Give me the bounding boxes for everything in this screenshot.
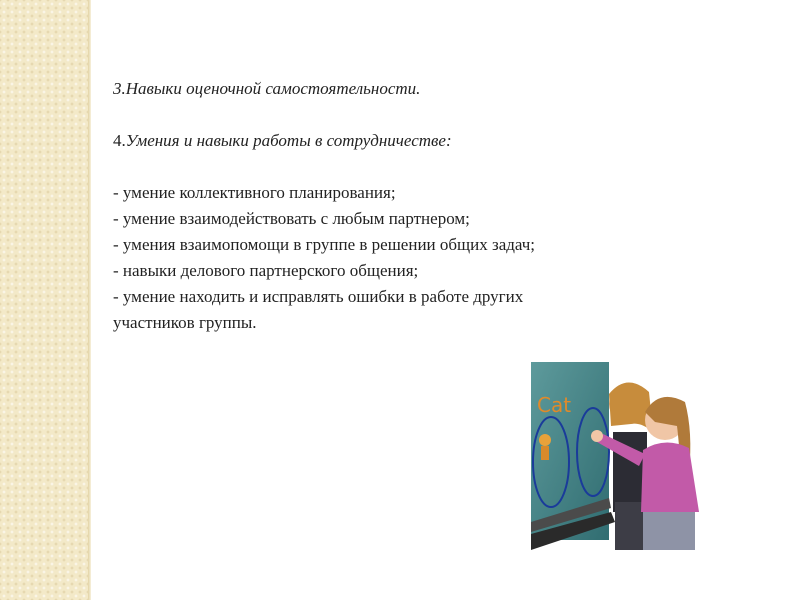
slide-text [113,76,713,336]
list-item: - умение коллективного планирования; [113,183,396,202]
decorative-band-edge [88,0,91,600]
item-4-text: Умения и навыки работы в сотрудничестве: [125,131,452,150]
list-item-continuation: участников группы. [113,313,257,332]
item-3-number: 3. [113,79,126,98]
item-4-number: 4. [113,131,126,150]
list-item: - умение взаимодействовать с любым партнером; [113,209,470,228]
whiteboard-photo-illustration [531,362,727,550]
photo-girls-at-whiteboard [531,362,727,550]
item-4-line [113,128,713,154]
decorative-left-band [0,0,88,600]
list-item: - умения взаимопомощи в группе в решении общих задач; [113,235,536,254]
list-item: - навыки делового партнерского общения; [113,261,419,280]
girl-2-sweater [641,442,699,512]
item-3-text: Навыки оценочной самостоятельности. [125,79,421,98]
item-3-line [113,76,713,102]
board-word: Cat [537,393,572,417]
list-item: - умение находить и исправлять ошибки в работе других [113,287,524,306]
